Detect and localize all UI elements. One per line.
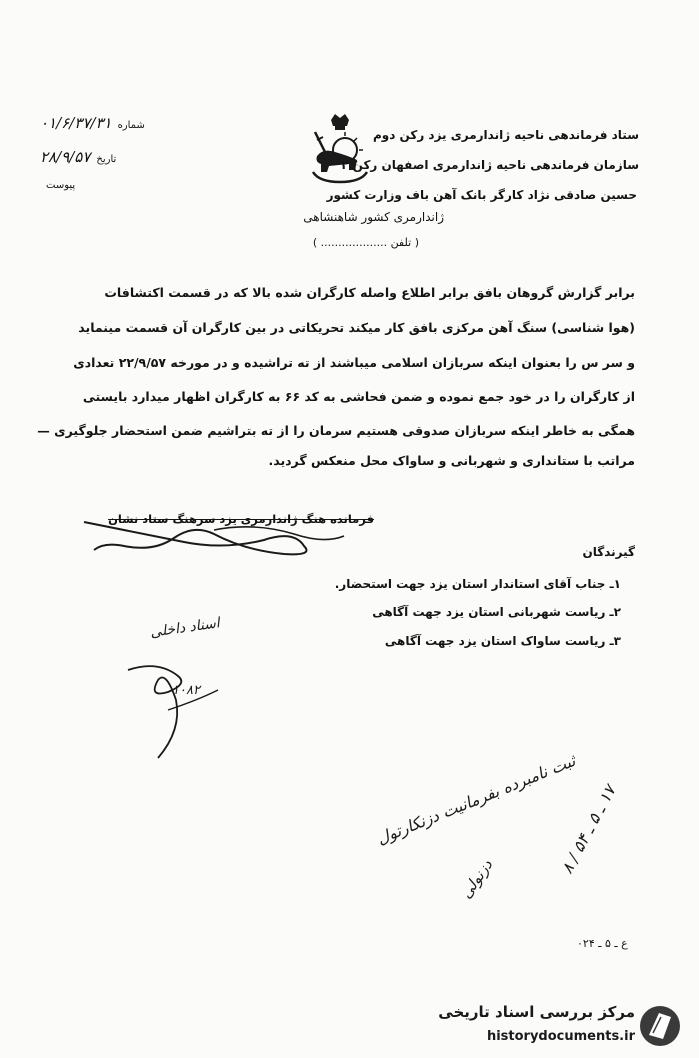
cc-title: گیرندگان xyxy=(582,545,635,559)
handwritten-note: دزنولی xyxy=(456,856,497,902)
signature-line: فرمانده هنگ ژاندارمری یزد سرهنگ ستاد نشان xyxy=(108,512,374,526)
header-unit: ستاد فرماندهی ناحیه ژاندارمری یزد رکن دوم xyxy=(372,128,639,142)
reference-number-value: ۰۱/۶/۳۷/۳۱ xyxy=(40,114,112,132)
cc-item: ۲ـ ریاست شهربانی استان یزد جهت آگاهی xyxy=(372,605,621,619)
header-recipient: حسین صادقی نژاد کارگر بانک آهن باف وزارت کشور xyxy=(326,188,637,202)
handwritten-margin-note: اسناد داخلی xyxy=(149,615,221,641)
reference-attachment xyxy=(40,180,75,191)
document-center-logo-icon xyxy=(635,1003,685,1049)
handwritten-initials-icon xyxy=(118,640,238,770)
reference-date-value: ۲۸/۹/۵۷ xyxy=(40,148,91,166)
body-line: (هوا شناسی) سنگ آهن مرکزی بافق کار میکند تحریکاتی در بین کارگران آن قسمت مینماید xyxy=(78,320,635,335)
body-line: و سر س را بعنوان اینکه سربازان اسلامی میباشند از ته تراشیده و در مورخه ۲۲/۹/۵۷ تعدادی xyxy=(73,355,635,370)
body-line: مراتب با ستانداری و شهربانی و ساواک محل منعکس گردید. xyxy=(268,453,635,468)
reference-date xyxy=(40,148,116,166)
cc-item: ۱ـ جناب آقای استاندار استان یزد جهت استحضار. xyxy=(334,577,621,591)
handwritten-note: ثبت نامبرده بفرمانیت دزنکارتول xyxy=(374,750,579,849)
reference-number xyxy=(40,114,145,132)
body-line: همگی به خاطر اینکه سربازان صدوقی هستیم سرمان را از ته بتراشیم ضمن استحضار جلوگیری — xyxy=(37,423,635,438)
header-phone: ( تلفن ................... ) xyxy=(312,236,419,249)
lion-and-sun-emblem-icon xyxy=(305,112,375,184)
cc-item: ۳ـ ریاست ساواک استان یزد جهت آگاهی xyxy=(384,634,621,648)
reference-number-label: شماره xyxy=(117,120,145,131)
reference-date-label: تاریخ xyxy=(96,154,117,165)
reference-attachment-label: پیوست xyxy=(46,180,76,191)
watermark-title: مرکز بررسی اسناد تاریخی xyxy=(438,1003,635,1021)
footer-code: ع ـ ۵ ـ ۰۲۴ xyxy=(577,937,628,950)
header-office: سازمان فرماندهی ناحیه ژاندارمری اصفهان رکن ۲ xyxy=(341,158,639,172)
handwritten-note: ۱۷ ـ ۵ ـ ۵۴ / ۸ xyxy=(557,782,620,877)
signature-scribble-icon xyxy=(64,520,384,560)
body-line: از کارگران را در خود جمع نموده و ضمن فحاشی به کد ۶۶ به کارگران اظهار میدارد بایستی xyxy=(82,389,635,404)
body-line: برابر گزارش گروهان بافق برابر اطلاع واصله کارگران شده بالا که در قسمت اکتشافات xyxy=(104,285,635,300)
header-org: ژاندارمری کشور شاهنشاهی xyxy=(303,210,444,224)
watermark-url: historydocuments.ir xyxy=(486,1029,635,1044)
handwritten-margin-number: ۱۰۸۲ xyxy=(172,683,200,698)
